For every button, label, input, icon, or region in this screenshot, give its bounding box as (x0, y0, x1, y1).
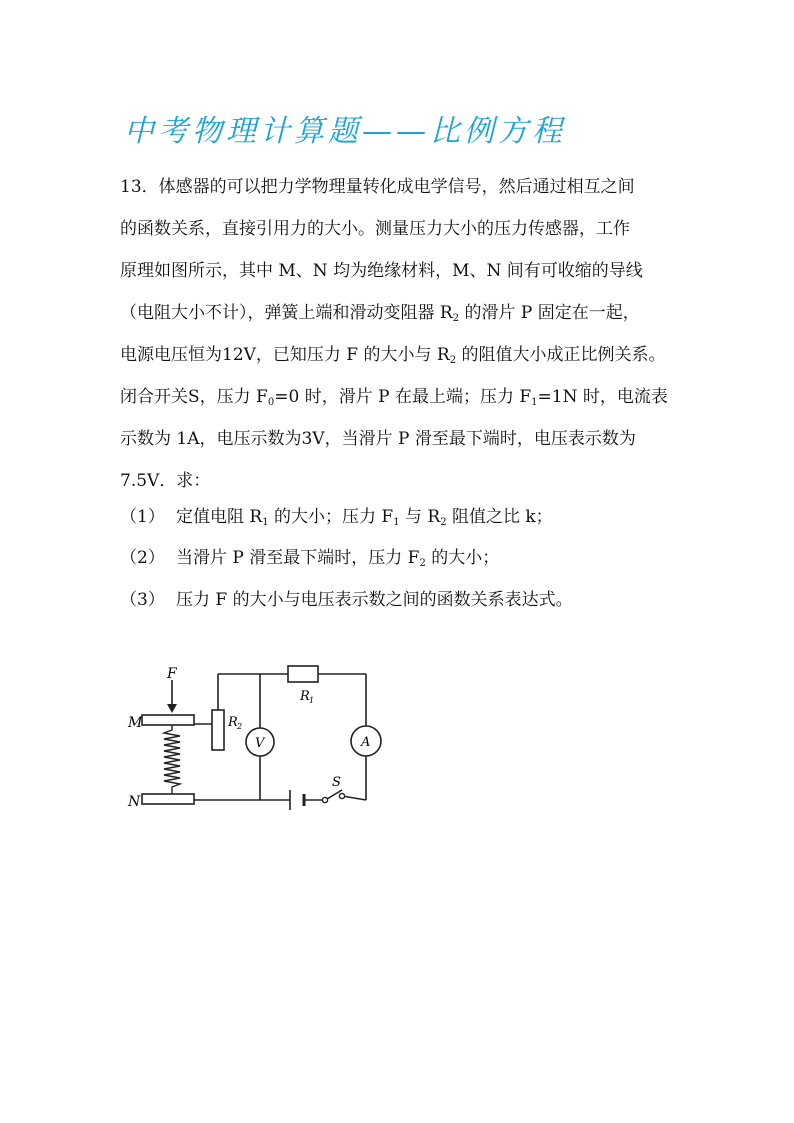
question-text: 的大小； (425, 548, 500, 568)
question-text: 与 R (399, 507, 441, 527)
question-item (120, 502, 680, 528)
problem-line (120, 376, 680, 418)
subscript: 2 (449, 355, 457, 366)
switch-contact-right (339, 793, 344, 798)
r1-subscript: 1 (309, 696, 315, 705)
spring (164, 725, 180, 794)
problem-line (120, 292, 680, 334)
text-segment: 的阻值大小成正比例关系。 (456, 345, 666, 365)
subscript: 0 (267, 397, 275, 408)
text-segment: 7.5V．求： (120, 471, 211, 491)
problem-line (120, 334, 680, 376)
problem-line (120, 208, 680, 250)
text-segment: 的滑片 P 固定在一起， (459, 303, 640, 323)
text-segment: 的函数关系，直接引用力的大小。测量压力大小的压力传感器，工作 (120, 219, 630, 239)
n-plate (142, 794, 194, 804)
switch-label: S (332, 775, 341, 790)
r2-subscript: 2 (237, 722, 243, 731)
question-text: 压力 F 的大小与电压表示数之间的函数关系表达式。 (176, 590, 573, 610)
question-number: （1） (120, 507, 165, 527)
text-segment: =1N 时，电流表 (537, 387, 668, 407)
subscript: 1 (531, 397, 538, 408)
r1-resistor (288, 666, 318, 682)
r1-label: R (300, 689, 310, 704)
subscript: 2 (419, 558, 426, 569)
problem-line (120, 250, 680, 292)
text-segment: （电阻大小不计），弹簧上端和滑动变阻器 R (120, 303, 453, 323)
question-text: 当滑片 P 滑至最下端时，压力 F (176, 548, 420, 568)
text-segment: 闭合开关S，压力 F (120, 387, 268, 407)
question-text: 的大小；压力 F (268, 507, 394, 527)
r2-resistor (212, 710, 224, 750)
problem-line (120, 166, 680, 208)
problem-line (120, 460, 680, 502)
r2-label: R (228, 715, 238, 730)
problem-text (120, 166, 680, 502)
circuit-diagram (120, 660, 390, 820)
text-segment: 电源电压恒为12V，已知压力 F 的大小与 R (120, 345, 450, 365)
subscript: 1 (393, 517, 400, 528)
force-arrow-head (167, 704, 177, 713)
m-label: M (128, 715, 143, 731)
text-segment: 13．体感器的可以把力学物理量转化成电学信号，然后通过相互之间 (120, 177, 635, 197)
text-segment: =0 时，滑片 P 在最上端；压力 F (274, 387, 532, 407)
question-number: （2） (120, 548, 165, 568)
ammeter-label: A (361, 735, 371, 750)
page-title: 中考物理计算题——比例方程 (124, 114, 566, 149)
voltmeter-label: V (255, 736, 265, 751)
subscript: 2 (440, 517, 447, 528)
m-plate (142, 715, 194, 725)
force-label: F (167, 666, 177, 682)
text-segment: 示数为 1A，电压示数为3V，当滑片 P 滑至最下端时，电压表示数为 (120, 429, 636, 449)
question-item (120, 543, 680, 569)
problem-line (120, 418, 680, 460)
question-item (120, 585, 680, 610)
text-segment: 原理如图所示，其中 M、N 均为绝缘材料，M、N 间有可收缩的导线 (120, 261, 643, 281)
question-number: （3） (120, 590, 165, 610)
subscript: 2 (452, 313, 460, 324)
question-text: 阻值之比 k； (446, 507, 553, 527)
n-label: N (128, 794, 141, 810)
subscript: 1 (262, 517, 269, 528)
question-text: 定值电阻 R (176, 507, 263, 527)
